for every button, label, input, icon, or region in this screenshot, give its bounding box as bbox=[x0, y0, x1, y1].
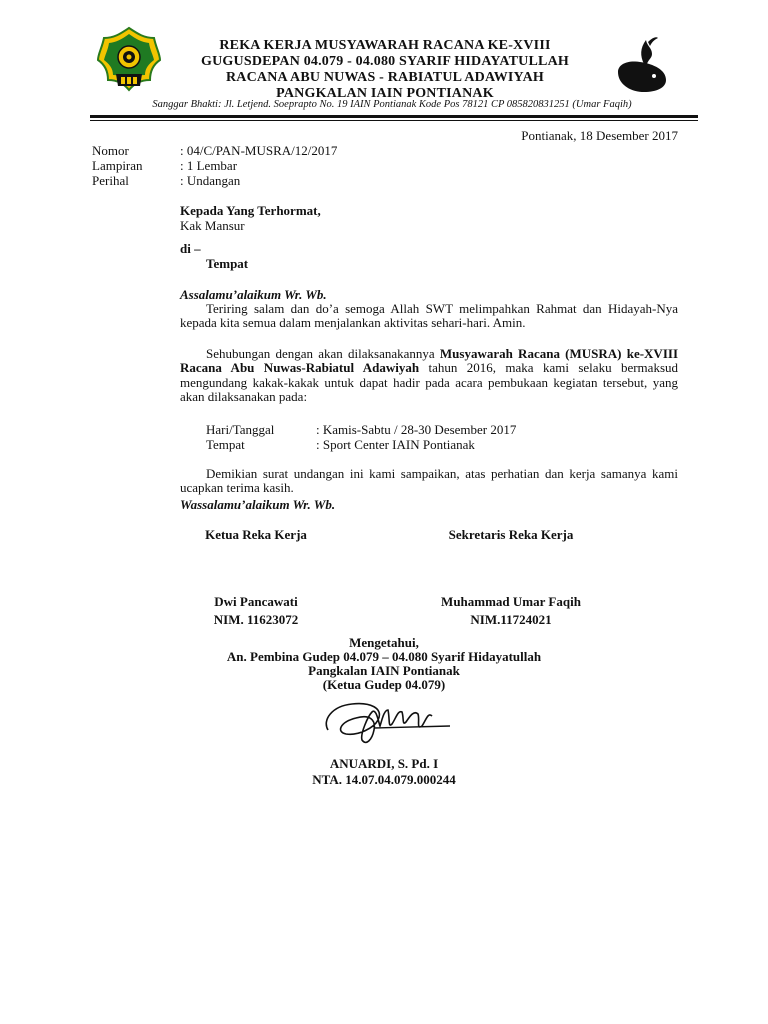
meta-value-lampiran: : 1 Lembar bbox=[180, 158, 238, 173]
left-signatory-nim: NIM. 11623072 bbox=[213, 612, 299, 627]
meta-label-perihal: Perihal bbox=[92, 173, 129, 188]
right-signatory-title: Sekretaris Reka Kerja bbox=[448, 527, 574, 542]
letterhead-line-3: RACANA ABU NUWAS - RABIATUL ADAWIYAH bbox=[226, 70, 544, 85]
event-name: Musyawarah Racana (MUSRA) ke-XVIII Racana Abu Nuwas-Rabiatul Adawiyah bbox=[180, 346, 679, 376]
recipient-di: di – bbox=[180, 241, 201, 256]
left-signatory-name: Dwi Pancawati bbox=[214, 594, 298, 609]
letterhead-address: Sanggar Bhakti: Jl. Letjend. Soeprapto No. 19 IAIN Pontianak Kode Pos 78121 CP 085820831251 (Umar Faqih) bbox=[152, 99, 632, 110]
closing: Wassalamu’alaikum Wr. Wb. bbox=[180, 497, 336, 512]
right-signatory-name: Muhammad Umar Faqih bbox=[441, 594, 581, 609]
letterhead-line-1: REKA KERJA MUSYAWARAH RACANA KE-XVIII bbox=[219, 38, 551, 53]
letterhead-rule-thin bbox=[90, 120, 698, 121]
meta-label-lampiran: Lampiran bbox=[92, 158, 143, 173]
left-signatory-title: Ketua Reka Kerja bbox=[205, 527, 307, 542]
letterhead-line-2: GUGUSDEPAN 04.079 - 04.080 SYARIF HIDAYATULLAH bbox=[201, 54, 569, 69]
detail-value-place: : Sport Center IAIN Pontianak bbox=[316, 437, 475, 452]
meta-value-nomor: : 04/C/PAN-MUSRA/12/2017 bbox=[180, 143, 338, 158]
ack-line-2: An. Pembina Gudep 04.079 – 04.080 Syarif Hidayatullah bbox=[226, 649, 542, 664]
recipient-place: Tempat bbox=[206, 256, 249, 271]
ack-signatory-name: ANUARDI, S. Pd. I bbox=[329, 756, 439, 771]
body-paragraph-3: Demikian surat undangan ini kami sampaikan, atas perhatian dan kerja samanya kami ucapkan terima kasih. bbox=[180, 466, 678, 496]
meta-value-perihal: : Undangan bbox=[180, 173, 241, 188]
ack-line-3: Pangkalan IAIN Pontianak bbox=[308, 663, 460, 678]
ack-line-1: Mengetahui, bbox=[349, 635, 419, 650]
ack-signatory-nta: NTA. 14.07.04.079.000244 bbox=[312, 772, 456, 787]
detail-label-date: Hari/Tanggal bbox=[206, 422, 275, 437]
detail-value-date: : Kamis-Sabtu / 28-30 Desember 2017 bbox=[316, 422, 517, 437]
letterhead-rule-thick bbox=[90, 115, 698, 118]
right-signatory-nim: NIM.11724021 bbox=[470, 612, 552, 627]
iain-emblem-icon bbox=[94, 24, 164, 94]
handwritten-signature-icon bbox=[318, 690, 458, 750]
letter-date: Pontianak, 18 Desember 2017 bbox=[521, 128, 678, 143]
greeting: Assalamu’alaikum Wr. Wb. bbox=[180, 287, 327, 302]
ack-line-4: (Ketua Gudep 04.079) bbox=[322, 677, 446, 692]
body-paragraph-2-a: Sehubungan dengan akan dilaksanakannya bbox=[206, 346, 440, 361]
body-paragraph-2-c: tahun 2016, maka kami selaku bermaksud mengundang kakak-kakak untuk dapat hadir pada acara pembukaan kegiatan tersebut, yang akan dilaksanakan pada: bbox=[180, 360, 678, 405]
letterhead-line-4: PANGKALAN IAIN PONTIANAK bbox=[276, 86, 494, 101]
recipient-salutation: Kepada Yang Terhormat, bbox=[180, 203, 321, 218]
body-paragraph-2 bbox=[180, 347, 678, 405]
acknowledgement-block bbox=[184, 636, 584, 692]
letterhead bbox=[170, 38, 600, 102]
recipient-name: Kak Mansur bbox=[180, 218, 245, 233]
meta-label-nomor: Nomor bbox=[92, 143, 129, 158]
body-paragraph-1: Teriring salam dan do’a semoga Allah SWT melimpahkan Rahmat dan Hidayah-Nya kepada kita semua dalam menjalankan aktivitas sehari-hari. Amin. bbox=[180, 301, 678, 331]
tunas-kelapa-icon bbox=[614, 34, 670, 94]
detail-label-place: Tempat bbox=[206, 437, 245, 452]
